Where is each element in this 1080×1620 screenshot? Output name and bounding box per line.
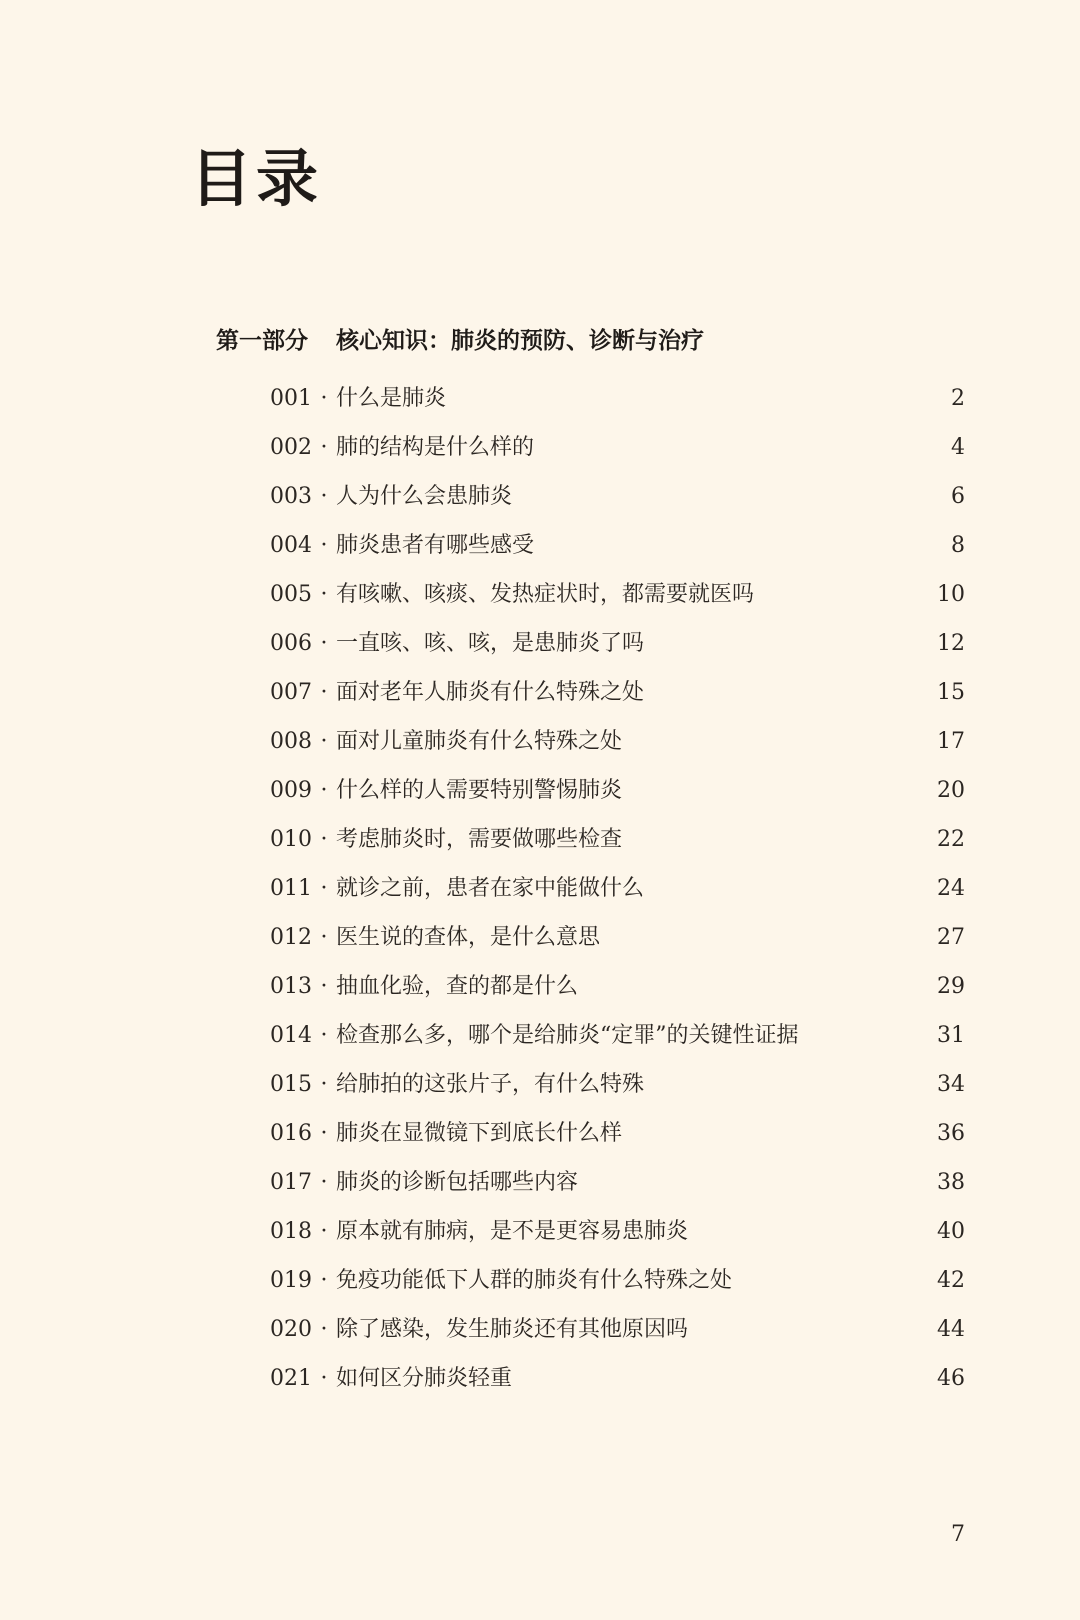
toc-entry-number: 009 — [270, 777, 312, 803]
toc-entry-page: 40 — [937, 1218, 965, 1244]
toc-entry-number: 014 — [270, 1022, 312, 1048]
toc-entry-page: 6 — [951, 483, 965, 509]
toc-entry-title: 免疫功能低下人群的肺炎有什么特殊之处 — [336, 1267, 733, 1293]
page-title: 目录 — [190, 142, 323, 215]
section-part-label: 第一部分 — [216, 328, 308, 354]
toc-entry-title: 肺的结构是什么样的 — [336, 434, 535, 460]
toc-entry-number: 010 — [270, 826, 312, 852]
toc-entry-page: 10 — [937, 581, 965, 607]
toc-entry-title: 一直咳、咳、咳，是患肺炎了吗 — [336, 630, 645, 656]
toc-separator: · — [320, 826, 328, 852]
toc-entry[interactable] — [270, 1305, 965, 1354]
toc-entry-page: 8 — [951, 532, 965, 558]
toc-entry[interactable] — [270, 1060, 965, 1109]
toc-entry[interactable] — [270, 423, 965, 472]
toc-entry[interactable] — [270, 521, 965, 570]
toc-entry-page: 44 — [937, 1316, 965, 1342]
toc-separator: · — [320, 728, 328, 754]
toc-separator: · — [320, 875, 328, 901]
toc-entry-title: 原本就有肺病，是不是更容易患肺炎 — [336, 1218, 689, 1244]
toc-separator: · — [320, 777, 328, 803]
toc-entry[interactable] — [270, 1109, 965, 1158]
toc-entry-page: 27 — [937, 924, 965, 950]
toc-entry-number: 019 — [270, 1267, 312, 1293]
toc-entry-page: 22 — [937, 826, 965, 852]
toc-separator: · — [320, 385, 328, 411]
toc-entry-number: 001 — [270, 385, 312, 411]
toc-entry-title: 给肺拍的这张片子，有什么特殊 — [336, 1071, 645, 1097]
toc-entry-number: 012 — [270, 924, 312, 950]
toc-separator: · — [320, 581, 328, 607]
toc-entry-page: 12 — [937, 630, 965, 656]
toc-entry-page: 38 — [937, 1169, 965, 1195]
toc-separator: · — [320, 1316, 328, 1342]
toc-list — [270, 374, 965, 1403]
toc-entry-number: 020 — [270, 1316, 312, 1342]
toc-entry-page: 46 — [937, 1365, 965, 1391]
toc-entry-title: 如何区分肺炎轻重 — [336, 1365, 513, 1391]
toc-separator: · — [320, 532, 328, 558]
toc-separator: · — [320, 1365, 328, 1391]
toc-separator: · — [320, 483, 328, 509]
toc-entry-title: 面对儿童肺炎有什么特殊之处 — [336, 728, 623, 754]
toc-entry-page: 31 — [937, 1022, 965, 1048]
toc-separator: · — [320, 630, 328, 656]
toc-entry-number: 018 — [270, 1218, 312, 1244]
toc-entry-page: 17 — [937, 728, 965, 754]
toc-entry[interactable] — [270, 374, 965, 423]
toc-entry-page: 4 — [951, 434, 965, 460]
toc-entry[interactable] — [270, 913, 965, 962]
toc-entry-title: 考虑肺炎时，需要做哪些检查 — [336, 826, 623, 852]
toc-entry-title: 面对老年人肺炎有什么特殊之处 — [336, 679, 645, 705]
toc-entry-title: 抽血化验，查的都是什么 — [336, 973, 579, 999]
toc-entry[interactable] — [270, 1207, 965, 1256]
toc-entry-number: 013 — [270, 973, 312, 999]
toc-entry[interactable] — [270, 864, 965, 913]
toc-entry-number: 011 — [270, 875, 312, 901]
toc-entry-number: 017 — [270, 1169, 312, 1195]
toc-separator: · — [320, 679, 328, 705]
toc-entry[interactable] — [270, 619, 965, 668]
section-heading — [216, 330, 704, 353]
toc-separator: · — [320, 1169, 328, 1195]
toc-entry[interactable] — [270, 815, 965, 864]
toc-entry-page: 24 — [937, 875, 965, 901]
toc-entry-page: 20 — [937, 777, 965, 803]
toc-entry-number: 015 — [270, 1071, 312, 1097]
toc-entry[interactable] — [270, 1354, 965, 1403]
toc-entry-title: 肺炎在显微镜下到底长什么样 — [336, 1120, 623, 1146]
toc-entry-title: 人为什么会患肺炎 — [336, 483, 513, 509]
toc-entry[interactable] — [270, 1158, 965, 1207]
toc-entry[interactable] — [270, 717, 965, 766]
toc-entry[interactable] — [270, 472, 965, 521]
toc-entry-title: 什么是肺炎 — [336, 385, 447, 411]
toc-separator: · — [320, 1022, 328, 1048]
toc-entry-page: 29 — [937, 973, 965, 999]
toc-entry-page: 15 — [937, 679, 965, 705]
toc-separator: · — [320, 973, 328, 999]
toc-entry-number: 008 — [270, 728, 312, 754]
page-number: 7 — [951, 1522, 965, 1547]
toc-entry-number: 002 — [270, 434, 312, 460]
toc-entry-title: 医生说的查体，是什么意思 — [336, 924, 601, 950]
toc-entry[interactable] — [270, 1256, 965, 1305]
toc-separator: · — [320, 1267, 328, 1293]
toc-entry[interactable] — [270, 962, 965, 1011]
toc-separator: · — [320, 434, 328, 460]
toc-separator: · — [320, 1218, 328, 1244]
toc-entry[interactable] — [270, 570, 965, 619]
toc-entry-title: 除了感染，发生肺炎还有其他原因吗 — [336, 1316, 689, 1342]
toc-entry-page: 2 — [951, 385, 965, 411]
toc-entry-number: 006 — [270, 630, 312, 656]
toc-entry-title: 肺炎的诊断包括哪些内容 — [336, 1169, 579, 1195]
toc-entry-title: 就诊之前，患者在家中能做什么 — [336, 875, 645, 901]
toc-entry-number: 021 — [270, 1365, 312, 1391]
toc-entry-title: 检查那么多，哪个是给肺炎“定罪”的关键性证据 — [336, 1022, 799, 1048]
section-heading-text: 核心知识：肺炎的预防、诊断与治疗 — [336, 328, 704, 354]
toc-entry-number: 003 — [270, 483, 312, 509]
toc-entry-number: 016 — [270, 1120, 312, 1146]
toc-entry-page: 36 — [937, 1120, 965, 1146]
toc-separator: · — [320, 1120, 328, 1146]
toc-separator: · — [320, 924, 328, 950]
toc-entry-number: 005 — [270, 581, 312, 607]
toc-entry-title: 有咳嗽、咳痰、发热症状时，都需要就医吗 — [336, 581, 755, 607]
toc-entry-page: 42 — [937, 1267, 965, 1293]
toc-entry-title: 肺炎患者有哪些感受 — [336, 532, 535, 558]
toc-entry[interactable] — [270, 766, 965, 815]
toc-entry-number: 004 — [270, 532, 312, 558]
toc-entry-title: 什么样的人需要特别警惕肺炎 — [336, 777, 623, 803]
toc-separator: · — [320, 1071, 328, 1097]
toc-entry-number: 007 — [270, 679, 312, 705]
toc-entry[interactable] — [270, 1011, 965, 1060]
toc-entry-page: 34 — [937, 1071, 965, 1097]
toc-entry[interactable] — [270, 668, 965, 717]
